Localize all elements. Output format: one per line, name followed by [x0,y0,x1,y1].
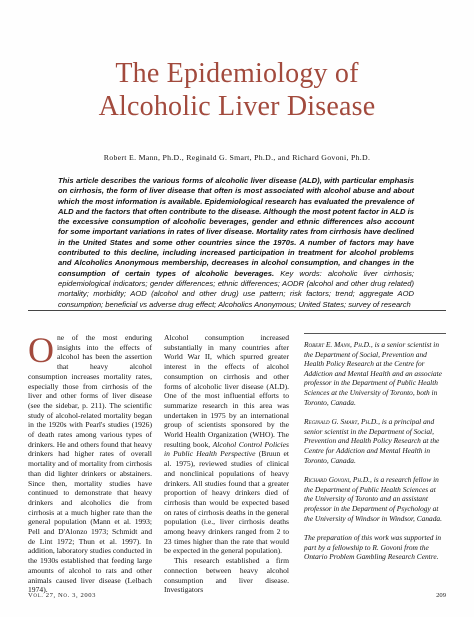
author-line: Robert E. Mann, Ph.D., Reginald G. Smart, Ph.D., and Richard Govoni, Ph.D. [103,153,371,162]
section-divider [28,310,446,311]
sidebar-rule [304,333,446,334]
funding-note: The preparation of this work was supported in part by a fellowship to R. Govoni from the Ontario Problem Gambling Research Centre. [304,533,442,562]
article-title-line-1: The Epidemiology of [115,58,359,89]
bio-mann-name: Robert E. Mann, Ph.D., [304,340,373,349]
body-column-2 [164,333,289,595]
article-title-line-2: Alcoholic Liver Disease [98,91,376,122]
bio-govoni-name: Richard Govoni, Ph.D., [304,475,372,485]
footer-volume: Vol. 27, No. 3, 2003 [28,592,97,599]
column-2-text-part1: Alcohol consumption increased substantially in many countries after World War II, which spurred greater interest in the effects of alcohol consumption on cirrhosis and other forms of alcoholic liver disease (ALD). One of the most influential efforts to summarize research in this area was undertaken in 1975 by an international group of scientists sponsored by the World Health Organization (WHO). The resulting book, [164,333,289,449]
column-2-paragraph-2 [164,556,289,595]
bio-smart-name: Reginald G. Smart, Ph.D., [304,417,380,427]
body-column-1 [28,330,152,595]
abstract [58,176,414,310]
column-1-text: ne of the most enduring insights into the effects of alcohol has been the assertion that heavy alcohol consumption increases mortality rates, especially those from cirrhosis of the liver and other forms of liver disease (see the sidebar, p. 211). The scientific study of alcohol-related mortality began in the 1920s with Pearl's studies (1926) of death rates among various types of drinkers. He and others found that heavy drinkers had higher rates of overall mortality and of mortality from cirrhosis than did lighter drinkers or abstainers. Since then, mortality studies have continued to demonstrate that heavy drinkers and alcoholics die from cirrhosis at a much higher rate than the general population (Mann et al. 1993; Pell and D'Alonzo 1973; Schmidt and de Lint 1972; Thun et al. 1997). In addition, laboratory studies conducted in the 1930s established that feeding large amounts of alcohol to rats and other animals caused liver disease (Lelbach 1974). [28,333,152,595]
page-number: 209 [436,592,446,599]
column-2-text-part3: This research established a firm connection between heavy alcohol consumption and liver disease. Investigators [164,556,289,595]
bio-mann [304,340,446,407]
keywords: Key words: alcoholic liver cirrhosis; epidemiological indicators; gender differences; ethnic differences; AODR (alcohol and other drug related) mortality; morbidity; AOD (alcohol and other drug) use pattern; risk factors; trend; aggregate AOD consumption; beneficial vs adverse drug effect; Alcoholics Anonymous; United States; survey of research [58,268,414,309]
bio-mann-text: is a senior scientist in the Department of Social, Prevention and Health Policy Research at the Centre for Addiction and Mental Health and an associate professor in the Department of Public Health Sciences at the University of Toronto, both in Toronto, Canada. [304,340,442,407]
author-sidebar [304,333,446,572]
bio-smart-text: is a principal and senior scientist in the Department of Social, Prevention and Health Policy Research at the Centre for Addiction and Mental Health in Toronto, Canada. [304,417,440,465]
column-2-text-part2: (Bruun et al. 1975), reviewed studies of clinical and nonclinical populations of heavy drinkers. All studies found that a greater proportion of heavy drinkers died of cirrhosis than would be expected based on rates of cirrhosis deaths in the general population (i.e., liver cirrhosis deaths among heavy drinkers ranged from 2 to 23 times higher than the rate that would be expected in the general population). [164,449,289,556]
drop-cap: O [28,330,54,370]
bio-smart [304,417,446,465]
bio-govoni-text: is a research fellow in the Department of Public Health Sciences at the University of Toronto and an assistant professor in the Department of Psychology at the University of Windsor in Windsor, Canada. [304,475,442,523]
book-title: Alcohol Control Policies in Public Health Perspective [164,439,289,459]
abstract-text: This article describes the various forms of alcoholic liver disease (ALD), with particular emphasis on cirrhosis, the form of liver disease that often is most associated with alcohol abuse and about which the most information is available. Epidemiological research has evaluated the prevalence of ALD and the factors that often contribute to the disease. Although the most potent factor in ALD is the excessive consumption of alcoholic beverages, gender and ethnic differences also account for some important variations in rates of liver disease. Mortality rates from cirrhosis have declined in the United States and some other countries since the 1970s. A number of factors may have contributed to this decline, including increased participation in treatment for alcohol problems and Alcoholics Anonymous membership, decreases in alcohol consumption, and changes in the consumption of certain types of alcoholic beverages. [58,176,414,278]
bio-govoni [304,475,446,523]
